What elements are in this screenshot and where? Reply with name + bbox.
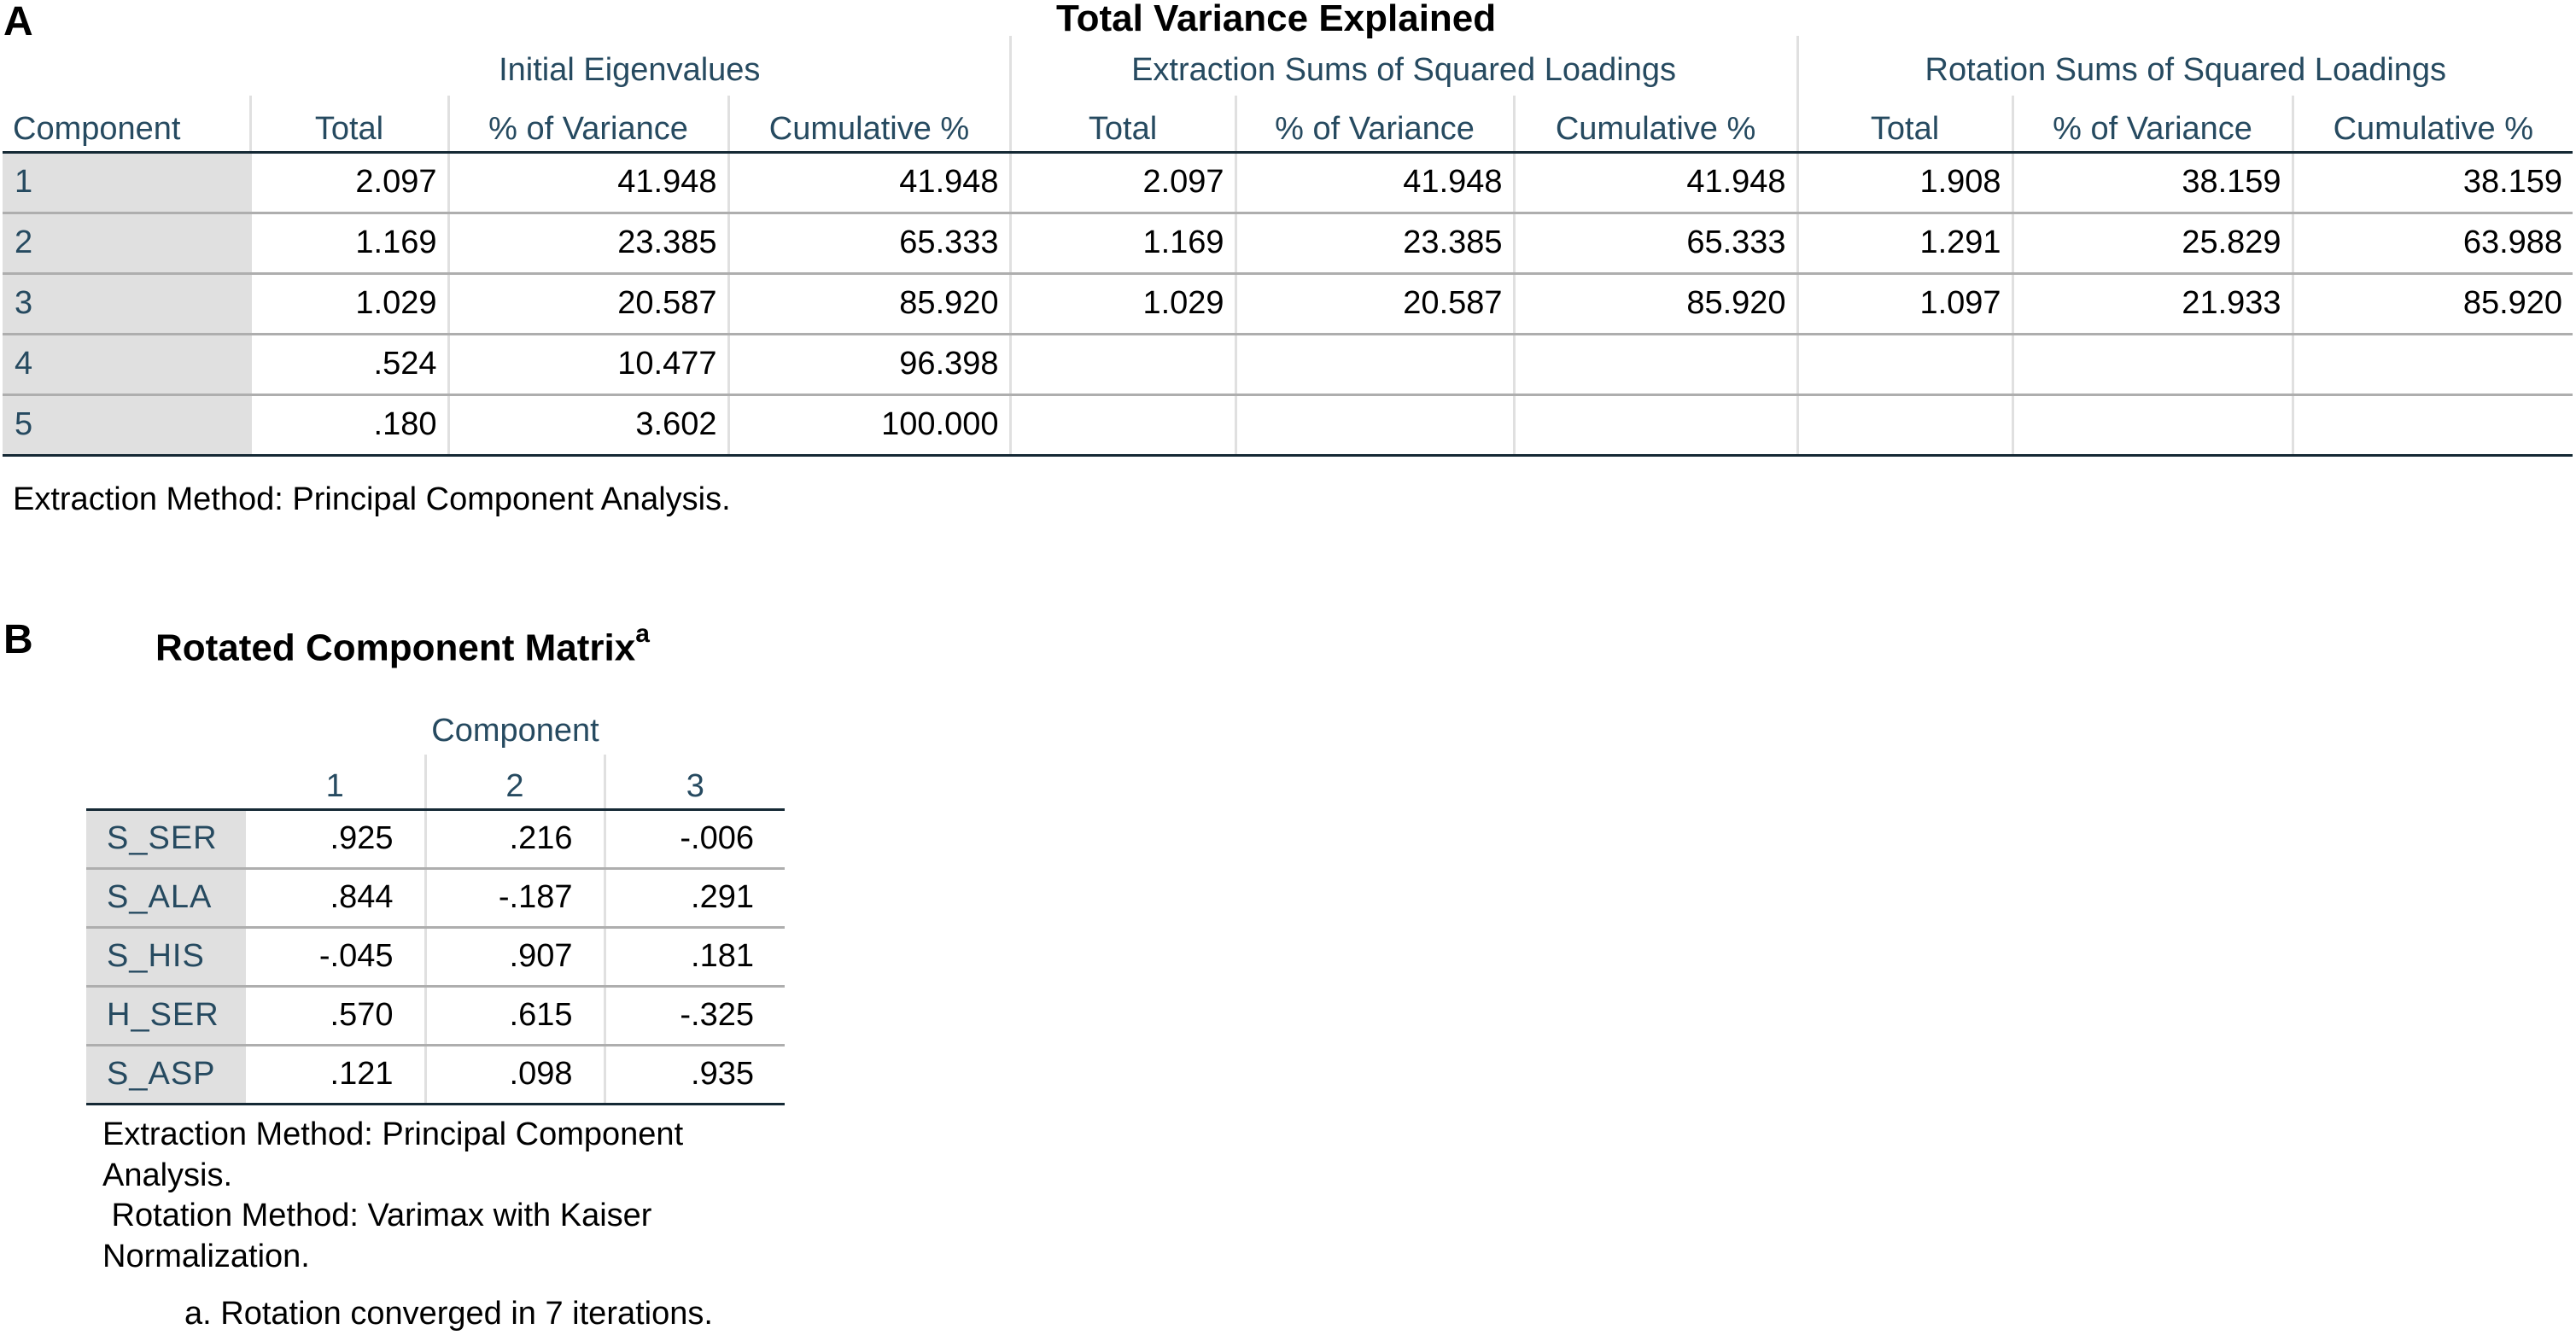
rotated-matrix-title-text: Rotated Component Matrix [155, 627, 636, 669]
cell: 1.908 [1797, 152, 2012, 213]
col-initial-cumulative: Cumulative % [728, 96, 1010, 152]
cell: 38.159 [2293, 152, 2573, 213]
col-component-1: 1 [246, 755, 425, 809]
cell: 65.333 [1514, 213, 1797, 273]
cell: 1.029 [1010, 273, 1235, 334]
col-initial-total: Total [250, 96, 448, 152]
row-label: S_ALA [86, 868, 246, 927]
cell: -.187 [425, 868, 605, 927]
footnote-line: Normalization. [102, 1238, 310, 1274]
cell: .925 [246, 809, 425, 868]
row-label: 1 [3, 152, 250, 213]
cell: 2.097 [1010, 152, 1235, 213]
cell: 2.097 [250, 152, 448, 213]
footnote-line: Extraction Method: Principal Component [102, 1116, 684, 1152]
cell [2012, 334, 2293, 394]
row-label: 5 [3, 394, 250, 455]
panel-a-footnote: Extraction Method: Principal Component Analysis. [13, 481, 731, 517]
cell: 63.988 [2293, 213, 2573, 273]
cell: -.325 [605, 986, 785, 1045]
table-row [86, 927, 785, 986]
col-rotation-total: Total [1797, 96, 2012, 152]
col-extraction-total: Total [1010, 96, 1235, 152]
cell [1797, 394, 2012, 455]
group-component: Component [431, 713, 599, 749]
table-row [3, 213, 2573, 273]
column-header-row [86, 755, 785, 809]
panel-b-footnote-extraction [102, 1115, 683, 1277]
cell [1514, 394, 1797, 455]
cell: .180 [250, 394, 448, 455]
cell: 1.169 [250, 213, 448, 273]
cell: 85.920 [2293, 273, 2573, 334]
cell: 23.385 [1235, 213, 1514, 273]
table-row [86, 1045, 785, 1104]
cell [1514, 334, 1797, 394]
cell: 85.920 [728, 273, 1010, 334]
footnote-line: Rotation Method: Varimax with Kaiser [102, 1198, 652, 1233]
group-rotation-sums: Rotation Sums of Squared Loadings [1797, 36, 2573, 96]
cell: -.006 [605, 809, 785, 868]
panel-a-letter: A [3, 0, 33, 44]
cell: .907 [425, 927, 605, 986]
cell: .844 [246, 868, 425, 927]
cell [1010, 394, 1235, 455]
cell: .291 [605, 868, 785, 927]
col-rotation-cumulative: Cumulative % [2293, 96, 2573, 152]
total-variance-table [3, 36, 2573, 457]
table-row [86, 986, 785, 1045]
cell: 3.602 [448, 394, 728, 455]
rotated-matrix-title [155, 620, 650, 669]
cell: 1.029 [250, 273, 448, 334]
table-row [3, 334, 2573, 394]
cell: 1.097 [1797, 273, 2012, 334]
cell: 41.948 [728, 152, 1010, 213]
cell: 41.948 [1514, 152, 1797, 213]
cell: 38.159 [2012, 152, 2293, 213]
cell: -.045 [246, 927, 425, 986]
group-header-row [86, 702, 785, 755]
cell: .524 [250, 334, 448, 394]
cell [1235, 334, 1514, 394]
column-header-row [3, 96, 2573, 152]
row-label: S_HIS [86, 927, 246, 986]
cell: .121 [246, 1045, 425, 1104]
cell: .216 [425, 809, 605, 868]
cell: 20.587 [1235, 273, 1514, 334]
cell [2293, 334, 2573, 394]
cell: 1.291 [1797, 213, 2012, 273]
empty-corner [3, 36, 250, 96]
rotated-component-matrix-table [86, 702, 785, 1105]
cell: 65.333 [728, 213, 1010, 273]
cell: 41.948 [448, 152, 728, 213]
group-header-row [3, 36, 2573, 96]
row-label: S_SER [86, 809, 246, 868]
col-component-3: 3 [605, 755, 785, 809]
col-component-2: 2 [425, 755, 605, 809]
cell: .098 [425, 1045, 605, 1104]
table-row [3, 152, 2573, 213]
group-initial-eigenvalues: Initial Eigenvalues [499, 52, 761, 88]
cell: 96.398 [728, 334, 1010, 394]
cell: .615 [425, 986, 605, 1045]
cell: 23.385 [448, 213, 728, 273]
cell: .570 [246, 986, 425, 1045]
group-extraction-sums: Extraction Sums of Squared Loadings [1010, 36, 1797, 96]
row-label: 4 [3, 334, 250, 394]
cell: 100.000 [728, 394, 1010, 455]
cell: .181 [605, 927, 785, 986]
cell: 41.948 [1235, 152, 1514, 213]
table-row [3, 273, 2573, 334]
cell: 20.587 [448, 273, 728, 334]
cell [1235, 394, 1514, 455]
footnote-line: Analysis. [102, 1157, 233, 1193]
row-label: H_SER [86, 986, 246, 1045]
col-component: Component [3, 96, 250, 152]
cell [2012, 394, 2293, 455]
cell: 25.829 [2012, 213, 2293, 273]
cell: 21.933 [2012, 273, 2293, 334]
total-variance-title: Total Variance Explained [1056, 0, 1497, 39]
cell [1010, 334, 1235, 394]
title-footnote-marker: a [635, 620, 650, 648]
panel-b-letter: B [3, 617, 33, 662]
cell [2293, 394, 2573, 455]
cell: 10.477 [448, 334, 728, 394]
col-extraction-pct-variance: % of Variance [1235, 96, 1514, 152]
col-initial-pct-variance: % of Variance [448, 96, 728, 152]
table-row [86, 809, 785, 868]
cell [1797, 334, 2012, 394]
empty-corner [86, 755, 246, 809]
table-row [3, 394, 2573, 455]
row-label: S_ASP [86, 1045, 246, 1104]
cell: 85.920 [1514, 273, 1797, 334]
empty-corner [86, 702, 246, 755]
cell: .935 [605, 1045, 785, 1104]
table-row [86, 868, 785, 927]
row-label: 3 [3, 273, 250, 334]
col-extraction-cumulative: Cumulative % [1514, 96, 1797, 152]
panel-b-footnote-a: a. Rotation converged in 7 iterations. [184, 1296, 713, 1332]
col-rotation-pct-variance: % of Variance [2012, 96, 2293, 152]
cell: 1.169 [1010, 213, 1235, 273]
row-label: 2 [3, 213, 250, 273]
